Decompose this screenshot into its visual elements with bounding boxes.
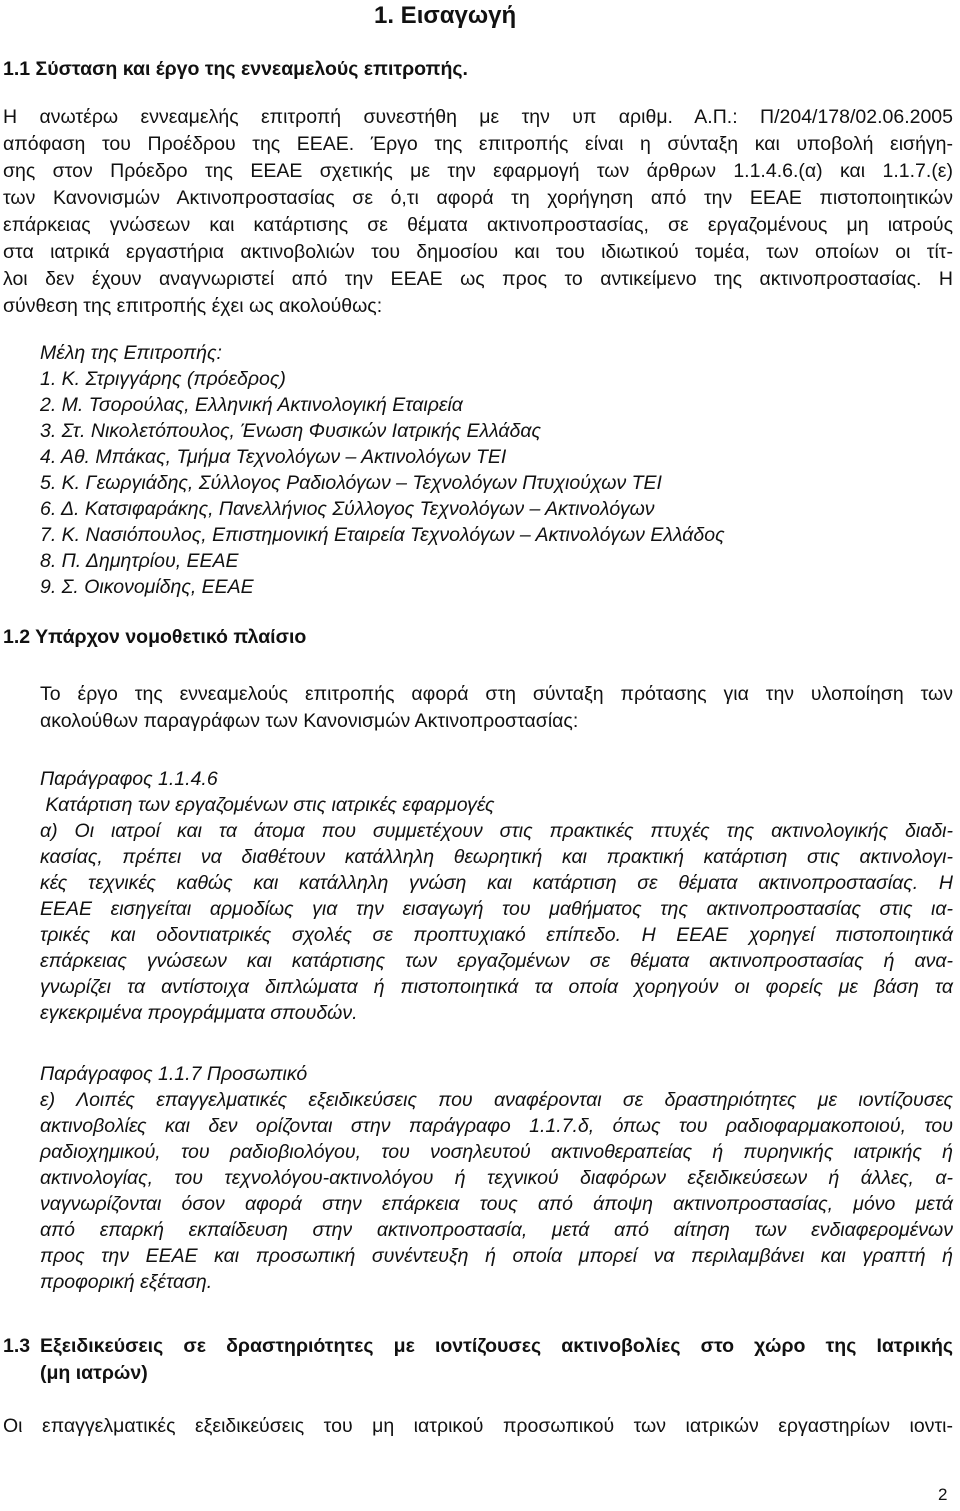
member-6: 6. Δ. Κατσιφαράκης, Πανελλήνιος Σύλλογος Τεχνολόγων – Ακτινολόγων	[40, 498, 655, 520]
page-title: 1. Εισαγωγή	[374, 2, 517, 29]
p1-line-8: εγκεκριμένα προγράμματα σπουδών.	[40, 1002, 358, 1024]
s11-line-5: επάρκειας γνώσεων και κατάρτισης σε θέματα ακτινοπροστασίας, σε εργαζομένους μη ιατρούς	[3, 214, 953, 236]
p1-line-7: γνωρίζει τα αντίστοιχα διπλώματα ή πιστοποιητικά τα οποία χορηγούν οι φορείς με βάση τα	[40, 976, 953, 998]
p2-line-3: ραδιοχημικού, του ραδιοβιολόγου, του νοσηλευτού ακτινοθεραπείας ή πυρηνικής ιατρικής ή	[40, 1141, 953, 1163]
s11-line-6: στα ιατρικά εργαστήρια ακτινοβολιών του δημοσίου και του ιδιωτικού τομέα, των οποίων οι τίτ-	[3, 241, 953, 263]
member-1: 1. Κ. Στριγγάρης (πρόεδρος)	[40, 368, 286, 390]
s11-line-2: απόφαση του Προέδρου της ΕΕΑΕ. Έργο της επιτροπής είναι η σύνταξη και υποβολή εισήγη-	[3, 133, 953, 155]
p1-line-1: α) Οι ιατροί και τα άτομα που συμμετέχουν στις πρακτικές πτυχές της ακτινολογικής διαδι-	[40, 820, 953, 842]
section-1-3-heading: Εξειδικεύσεις σε δραστηριότητες με ιοντίζουσες ακτινοβολίες στο χώρο της Ιατρικής	[40, 1335, 953, 1357]
members-title: Μέλη της Επιτροπής:	[40, 342, 222, 364]
s11-line-7: λοι δεν έχουν αναγνωριστεί από την ΕΕΑΕ ως προς το αντικείμενο της ακτινοπροστασίας. Η	[3, 268, 953, 290]
section-1-3-number: 1.3	[3, 1335, 31, 1357]
s13-text-line-1: Οι επαγγελματικές εξειδικεύσεις του μη ιατρικού προσωπικού των ιατρικών εργαστηρίων ιοντι-	[3, 1415, 953, 1437]
paragraph-2-title: Παράγραφος 1.1.7 Προσωπικό	[40, 1063, 308, 1085]
s11-line-3: σης στον Πρόεδρο της ΕΕΑΕ σχετικής με την εφαρμογή των άρθρων 1.1.4.6.(α) και 1.1.7.(ε)	[3, 160, 953, 182]
page-number: 2	[938, 1485, 948, 1504]
member-5: 5. Κ. Γεωργιάδης, Σύλλογος Ραδιολόγων – Τεχνολόγων Πτυχιούχων ΤΕΙ	[40, 472, 662, 494]
p2-line-1: ε) Λοιπές επαγγελματικές εξειδικεύσεις που αναφέρονται σε δραστηριότητες με ιοντίζουσες	[40, 1089, 953, 1111]
member-9: 9. Σ. Οικονομίδης, ΕΕΑΕ	[40, 576, 254, 598]
section-1-3-heading-cont: (μη ιατρών)	[40, 1362, 148, 1384]
p1-line-6: επάρκειας γνώσεων και κατάρτισης των εργαζομένων σε θέματα ακτινοπροστασίας ή ανα-	[40, 950, 953, 972]
p2-line-7: προς την ΕΕΑΕ και προσωπική συνέντευξη ή οποία μπορεί να περιλαμβάνει και γραπτή ή	[40, 1245, 953, 1267]
member-4: 4. Αθ. Μπάκας, Τμήμα Τεχνολόγων – Ακτινολόγων ΤΕΙ	[40, 446, 507, 468]
s12-intro-line-2: ακολούθων παραγράφων των Κανονισμών Ακτινοπροστασίας:	[40, 710, 579, 732]
p2-line-8: προφορική εξέταση.	[40, 1271, 213, 1293]
s11-line-8: σύνθεση της επιτροπής έχει ως ακολούθως:	[3, 295, 383, 317]
p2-line-2: ακτινοβολίες και δεν ορίζονται στην παράγραφο 1.1.7.δ, όπως του ραδιοφαρμακοποιού, του	[40, 1115, 953, 1137]
p2-line-6: από επαρκή εκπαίδευση στην ακτινοπροστασία, μετά από αίτηση των ενδιαφερομένων	[40, 1219, 953, 1241]
p1-line-2: κασίας, πρέπει να διαθέτουν κατάλληλη θεωρητική και πρακτική κατάρτιση στις ακτινολογι-	[40, 846, 953, 868]
paragraph-1-subtitle: Κατάρτιση των εργαζομένων στις ιατρικές εφαρμογές	[40, 794, 495, 816]
p1-line-3: κές τεχνικές καθώς και κατάλληλη γνώση και κατάρτιση σε θέματα ακτινοπροστασίας. Η	[40, 872, 953, 894]
s12-intro-line-1: Το έργο της εννεαμελούς επιτροπής αφορά στη σύνταξη πρότασης για την υλοποίηση των	[40, 683, 953, 705]
section-1-2-heading: 1.2 Υπάρχον νομοθετικό πλαίσιο	[3, 626, 307, 648]
p2-line-4: ακτινολογίας, του τεχνολόγου-ακτινολόγου ή τεχνικού διαφόρων εξειδικεύσεων ή άλλες, α-	[40, 1167, 953, 1189]
s11-line-4: των Κανονισμών Ακτινοπροστασίας σε ό,τι αφορά τη χορήγηση από την ΕΕΑΕ πιστοποιητικών	[3, 187, 953, 209]
member-3: 3. Στ. Νικολετόπουλος, Ένωση Φυσικών Ιατρικής Ελλάδας	[40, 420, 541, 442]
s11-line-1: Η ανωτέρω εννεαμελής επιτροπή συνεστήθη με την υπ αριθμ. Α.Π.: Π/204/178/02.06.2005	[3, 106, 953, 128]
member-2: 2. Μ. Τσορούλας, Ελληνική Ακτινολογική Εταιρεία	[40, 394, 463, 416]
p1-line-4: ΕΕΑΕ εισηγείται αρμοδίως για την εισαγωγή του μαθήματος της ακτινοπροστασίας στις ια-	[40, 898, 953, 920]
member-7: 7. Κ. Νασιόπουλος, Επιστημονική Εταιρεία Τεχνολόγων – Ακτινολόγων Ελλάδος	[40, 524, 725, 546]
section-1-1-heading: 1.1 Σύσταση και έργο της εννεαμελούς επιτροπής.	[3, 58, 468, 80]
member-8: 8. Π. Δημητρίου, ΕΕΑΕ	[40, 550, 239, 572]
paragraph-1-title: Παράγραφος 1.1.4.6	[40, 768, 218, 790]
p1-line-5: τρικές και οδοντιατρικές σχολές σε προπτυχιακό επίπεδο. Η ΕΕΑΕ χορηγεί πιστοποιητικά	[40, 924, 953, 946]
p2-line-5: ναγνωρίζονται όσον αφορά στην επάρκεια τους από άποψη ακτινοπροστασίας, μόνο μετά	[40, 1193, 953, 1215]
